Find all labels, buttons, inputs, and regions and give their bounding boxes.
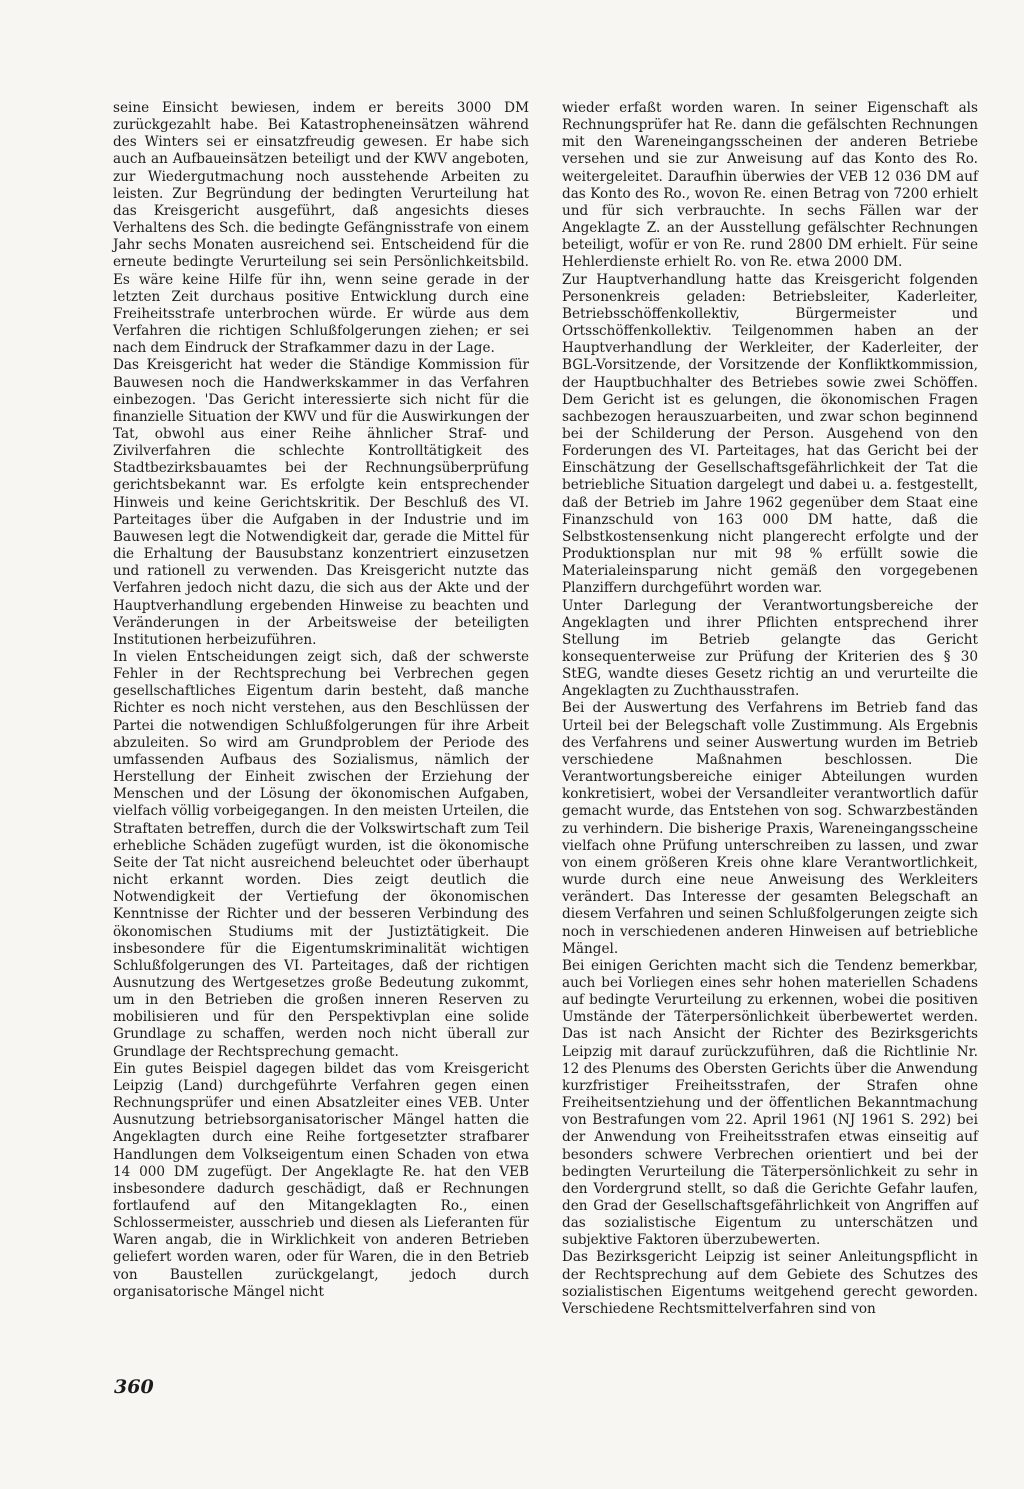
paragraph: Das Kreisgericht hat weder die Ständige Kommission für Bauwesen noch die Handwerkskammer in das Verfahren einbezogen. 'Das Gericht interessierte sich nicht für die finanzielle Situation der KWV und für die Auswirkungen der Tat, obwohl aus einer Reihe ähnlicher Straf- und Zivilverfahren die schlechte Kontrolltätigkeit des Stadtbezirksbauamtes bei der Rechnungsüberprüfung gerichtsbekannt war. Es erfolgte kein entsprechender Hinweis und keine Gerichtskritik. Der Beschluß des VI. Parteitages über die Aufgaben in der Industrie und im Bauwesen legt die Notwendigkeit dar, gerade die Mittel für die Erhaltung der Bausubstanz konzentriert einzusetzen und rationell zu verwenden. Das Kreisgericht nutzte das Verfahren jedoch nicht dazu, die sich aus der Akte und der Hauptverhandlung ergebenden Hinweise zu beachten und Veränderungen in der Arbeitsweise der beteiligten Institutionen herbeizuführen. — [113, 357, 529, 648]
paragraph: seine Einsicht bewiesen, indem er bereits 3000 DM zurückgezahlt habe. Bei Katastropheneinsätzen während des Winters sei er einsatzfreudig gewesen. Er habe sich auch an Aufbaueinsätzen beteiligt und der KWV angeboten, zur Wiedergutmachung noch ausstehende Arbeiten zu leisten. Zur Begründung der bedingten Verurteilung hat das Kreisgericht ausgeführt, daß angesichts dieses Verhaltens des Sch. die bedingte Gefängnisstrafe von einem Jahr sechs Monaten ausreichend sei. Entscheidend für die erneute bedingte Verurteilung sei sein Persönlichkeitsbild. Es wäre keine Hilfe für ihn, wenn seine gerade in der letzten Zeit durchaus positive Entwicklung durch eine Freiheitsstrafe unterbrochen würde. Er würde aus dem Verfahren die richtigen Schlußfolgerungen ziehen; er sei nach dem Eindruck der Strafkammer dazu in der Lage. — [113, 100, 529, 357]
right-column — [562, 100, 978, 1318]
paragraph: Das Bezirksgericht Leipzig ist seiner Anleitungspflicht in der Rechtsprechung auf dem Gebiete des Schutzes des sozialistischen Eigentums weitgehend gerecht geworden. Verschiedene Rechtsmittelverfahren sind von — [562, 1249, 978, 1317]
paragraph: In vielen Entscheidungen zeigt sich, daß der schwerste Fehler in der Rechtsprechung bei Verbrechen gegen gesellschaftliches Eigentum darin besteht, daß manche Richter es noch nicht verstehen, aus den Beschlüssen der Partei die notwendigen Schlußfolgerungen für ihre Arbeit abzuleiten. So wird am Grundproblem der Periode des umfassenden Aufbaus des Sozialismus, nämlich der Herstellung der Einheit zwischen der Erziehung der Menschen und der Lösung der ökonomischen Aufgaben, vielfach völlig vorbeigegangen. In den meisten Urteilen, die Straftaten betreffen, durch die der Volkswirtschaft zum Teil erhebliche Schäden zugefügt wurden, ist die ökonomische Seite der Tat nicht ausreichend beleuchtet oder überhaupt nicht erkannt worden. Dies zeigt deutlich die Notwendigkeit der Vertiefung der ökonomischen Kenntnisse der Richter und der besseren Verbindung des ökonomischen Studiums mit der Justiztätigkeit. Die insbesondere für die Eigentumskriminalität wichtigen Schlußfolgerungen des VI. Parteitages, daß der richtigen Ausnutzung des Wertgesetzes große Bedeutung zukommt, um in den Betrieben die großen inneren Reserven zu mobilisieren und für den Perspektivplan eine solide Grundlage zu schaffen, werden noch nicht überall zur Grundlage der Rechtsprechung gemacht. — [113, 649, 529, 1060]
paragraph: Unter Darlegung der Verantwortungsbereiche der Angeklagten und ihrer Pflichten entsprechend ihrer Stellung im Betrieb gelangte das Gericht konsequenterweise zur Prüfung der Kriterien des § 30 StEG, wandte dieses Gesetz richtig an und verurteilte die Angeklagten zu Zuchthausstrafen. — [562, 597, 978, 700]
paragraph: Zur Hauptverhandlung hatte das Kreisgericht folgenden Personenkreis geladen: Betriebsleiter, Kaderleiter, Betriebsschöffenkollektiv, Bürgermeister und Ortsschöffenkollektiv. Teilgenommen haben an der Hauptverhandlung der Werkleiter, der Kaderleiter, der BGL-Vorsitzende, der Vorsitzende der Konfliktkommission, der Hauptbuchhalter des Betriebes sowie zwei Schöffen. Dem Gericht ist es gelungen, die ökonomischen Fragen sachbezogen herauszuarbeiten, und zwar schon beginnend bei der Schilderung der Person. Ausgehend von den Forderungen des VI. Parteitages, hat das Gericht bei der Einschätzung der Gesellschaftsgefährlichkeit der Tat die betriebliche Situation dargelegt und dabei u. a. festgestellt, daß der Betrieb im Jahre 1962 gegenüber dem Staat eine Finanzschuld von 163 000 DM hatte, daß die Selbstkostensenkung nicht plangerecht erfolgte und der Produktionsplan nur mit 98 % erfüllt sowie die Materialeinsparung nicht gemäß den vorgegebenen Planziffern durchgeführt worden war. — [562, 271, 978, 597]
paragraph: Bei einigen Gerichten macht sich die Tendenz bemerkbar, auch bei Vorliegen eines sehr hohen materiellen Schadens auf bedingte Verurteilung zu erkennen, wobei die positiven Umstände der Täterpersönlichkeit überbewertet werden. Das ist nach Ansicht der Richter des Bezirksgerichts Leipzig mit darauf zurückzuführen, daß die Richtlinie Nr. 12 des Plenums des Obersten Gerichts über die Anwendung kurzfristiger Freiheitsstrafen, der Strafen ohne Freiheitsentziehung und der öffentlichen Bekanntmachung von Bestrafungen vom 22. April 1961 (NJ 1961 S. 292) bei der Anwendung von Freiheitsstrafen etwas einseitig auf besonders schwere Verbrechen orientiert und bei der bedingten Verurteilung die Täterpersönlichkeit zu sehr in den Vordergrund stellt, so daß die Gerichte Gefahr laufen, den Grad der Gesellschaftsgefährlichkeit von Angriffen auf das sozialistische Eigentum zu unterschätzen und subjektive Faktoren überzubewerten. — [562, 957, 978, 1249]
page-number: 360 — [114, 1376, 154, 1398]
paragraph: Ein gutes Beispiel dagegen bildet das vom Kreisgericht Leipzig (Land) durchgeführte Verfahren gegen einen Rechnungsprüfer und einen Absatzleiter eines VEB. Unter Ausnutzung betriebsorganisatorischer Mängel hatten die Angeklagten durch eine Reihe fortgesetzter strafbarer Handlungen dem Volkseigentum einen Schaden von etwa 14 000 DM zugefügt. Der Angeklagte Re. hat den VEB insbesondere dadurch geschädigt, daß er Rechnungen fortlaufend auf den Mitangeklagten Ro., einen Schlossermeister, ausschrieb und diesen als Lieferanten für Waren angab, die in Wirklichkeit von anderen Betrieben geliefert worden waren, oder für Waren, die in den Betrieb von Baustellen zurückgelangt, jedoch durch organisatorische Mängel nicht — [113, 1060, 529, 1300]
paragraph: wieder erfaßt worden waren. In seiner Eigenschaft als Rechnungsprüfer hat Re. dann die gefälschten Rechnungen mit den Wareneingangsscheinen der anderen Betriebe versehen und sie zur Anweisung auf das Konto des Ro. weitergeleitet. Daraufhin überwies der VEB 12 036 DM auf das Konto des Ro., wovon Re. einen Betrag von 7200 erhielt und für sich verbrauchte. In sechs Fällen war der Angeklagte Z. an der Ausstellung gefälschter Rechnungen beteiligt, wofür er von Re. rund 2800 DM erhielt. Für seine Hehlerdienste erhielt Ro. von Re. etwa 2000 DM. — [562, 100, 978, 271]
left-column — [113, 100, 529, 1301]
paragraph: Bei der Auswertung des Verfahrens im Betrieb fand das Urteil bei der Belegschaft volle Zustimmung. Als Ergebnis des Verfahrens und seiner Auswertung wurden im Betrieb verschiedene Maßnahmen beschlossen. Die Verantwortungsbereiche einiger Abteilungen wurden konkretisiert, wobei der Versandleiter verantwortlich dafür gemacht wurde, das Entstehen von sog. Schwarzbeständen zu verhindern. Die bisherige Praxis, Wareneingangsscheine vielfach ohne Prüfung unterschreiben zu lassen, und zwar von einem größeren Kreis ohne klare Verantwortlichkeit, wurde durch eine neue Anweisung des Werkleiters verändert. Das Interesse der gesamten Belegschaft an diesem Verfahren und seinen Schlußfolgerungen zeigte sich noch in verschiedenen anderen Hinweisen auf betriebliche Mängel. — [562, 700, 978, 957]
